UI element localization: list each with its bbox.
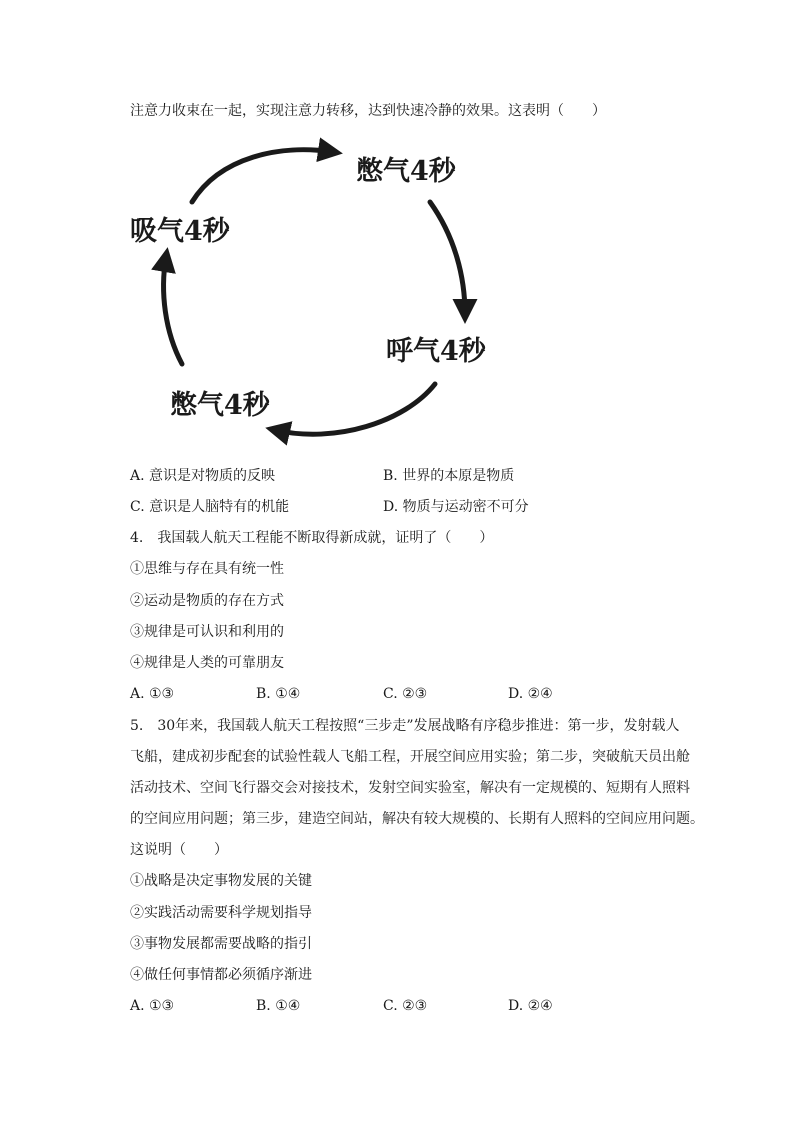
q5-option-b: B. ①④ <box>256 998 301 1014</box>
q4-item-2: ②运动是物质的存在方式 <box>130 593 284 609</box>
question-5-stem-line-2: 飞船，建成初步配套的试验性载人飞船工程，开展空间应用实验；第二步，突破航天员出舱 <box>130 749 690 765</box>
question-4-stem: 4. 我国载人航天工程能不断取得新成就，证明了（ ） <box>130 530 494 546</box>
step-hold-bottom: 憋气4秒 <box>170 390 270 421</box>
q4-option-a: A. ①③ <box>130 686 175 702</box>
question-3-stem: 注意力收束在一起，实现注意力转移，达到快速冷静的效果。这表明（ ） <box>130 103 606 119</box>
q4-item-4: ④规律是人类的可靠朋友 <box>130 655 284 671</box>
step-exhale: 呼气4秒 <box>386 336 486 367</box>
question-5-stem-line-3: 活动技术、空间飞行器交会对接技术，发射空间实验室，解决有一定规模的、短期有人照料 <box>130 780 690 796</box>
q5-item-3: ③事物发展都需要战略的指引 <box>130 936 312 952</box>
q4-item-1: ①思维与存在具有统一性 <box>130 561 284 577</box>
q5-item-1: ①战略是决定事物发展的关键 <box>130 873 312 889</box>
q3-option-c: C. 意识是人脑特有的机能 <box>130 499 290 515</box>
cycle-arrow-top <box>192 150 333 202</box>
step-inhale: 吸气4秒 <box>130 216 230 247</box>
question-5-stem-line-4: 的空间应用问题；第三步，建造空间站，解决有较大规模的、长期有人照料的空间应用问题。 <box>130 811 704 827</box>
q4-option-d: D. ②④ <box>508 686 553 702</box>
cycle-arrow-left <box>164 257 182 364</box>
cycle-arrow-bottom <box>275 384 435 434</box>
step-hold-top: 憋气4秒 <box>356 156 456 187</box>
q5-option-c: C. ②③ <box>383 998 428 1014</box>
q3-option-b: B. 世界的本原是物质 <box>383 468 515 484</box>
q4-option-c: C. ②③ <box>383 686 428 702</box>
breathing-cycle-diagram <box>120 132 510 452</box>
q5-item-4: ④做任何事情都必须循序渐进 <box>130 967 312 983</box>
q4-item-3: ③规律是可认识和利用的 <box>130 624 284 640</box>
question-5-stem-line-1: 5. 30年来，我国载人航天工程按照“三步走”发展战略有序稳步推进：第一步，发射载人 <box>130 718 680 734</box>
q4-option-b: B. ①④ <box>256 686 301 702</box>
cycle-arrow-right <box>430 202 465 314</box>
q5-item-2: ②实践活动需要科学规划指导 <box>130 905 312 921</box>
q3-option-d: D. 物质与运动密不可分 <box>383 499 529 515</box>
q5-option-d: D. ②④ <box>508 998 553 1014</box>
q5-option-a: A. ①③ <box>130 998 175 1014</box>
q3-option-a: A. 意识是对物质的反映 <box>130 468 276 484</box>
question-5-stem-line-5: 这说明（ ） <box>130 842 228 858</box>
